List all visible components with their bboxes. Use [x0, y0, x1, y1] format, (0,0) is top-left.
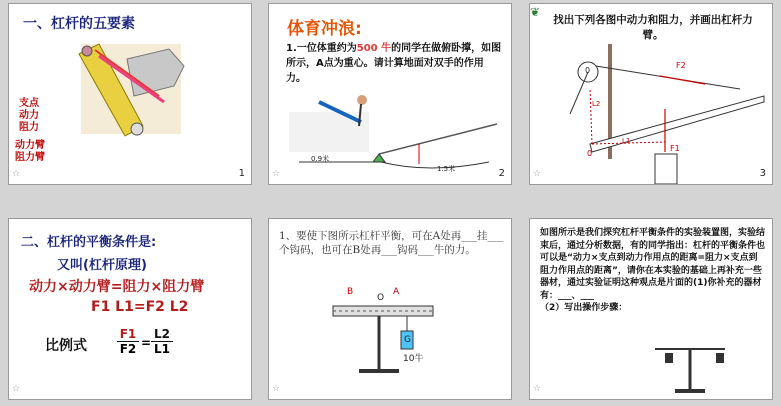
transition-star-icon: ☆ [533, 169, 542, 179]
balance-formula-symbols: F1 L1=F2 L2 [91, 299, 189, 315]
ratio-label: 比例式 [45, 338, 87, 354]
slide-thumbnail-6[interactable] [529, 218, 773, 400]
fraction-right: L2 L1 [151, 327, 173, 356]
transition-star-icon: ☆ [533, 384, 542, 394]
label-fulcrum: 支点 [19, 98, 39, 109]
figure-label: 0.9米 [311, 155, 330, 163]
force-label: F2 [676, 61, 686, 70]
weight-value: 10牛 [403, 354, 424, 364]
transition-star-icon: ☆ [272, 384, 281, 394]
problem-text: 1.一位体重约为500 牛的同学在做俯卧撑，如图所示，A点为重心。请计算地面对双手的作用力。 [286, 43, 502, 84]
mark-o: O [377, 293, 385, 303]
lever-force-diagram [530, 4, 773, 185]
transition-star-icon: ☆ [12, 384, 21, 394]
slide-title: 体育冲浪: [287, 19, 362, 39]
arm-label: L2 [592, 100, 601, 108]
lever-experiment-diagram [530, 219, 773, 400]
slide-thumbnail-1[interactable] [8, 3, 252, 185]
weight-label: G [404, 335, 411, 345]
slide-title: 找出下列各图中动力和阻力，并画出杠杆力臂。 [553, 14, 753, 41]
force-label: F1 [670, 144, 680, 153]
balance-formula-words: 动力×动力臂=阻力×阻力臂 [29, 279, 205, 295]
mark-a: A [393, 287, 400, 297]
slide-title: 一、杠杆的五要素 [23, 16, 135, 32]
problem-text: 1、要使下图所示杠杆平衡，可在A处再___挂___个钩码，也可在B处再___钩码___牛的力。 [279, 230, 504, 256]
slide-number: 2 [498, 168, 505, 179]
slide-thumbnail-5[interactable] [268, 218, 512, 400]
svg-text:❦: ❦ [530, 5, 541, 19]
fraction-left: F1 F2 [117, 327, 139, 356]
transition-star-icon: ☆ [272, 169, 281, 179]
equals-sign: = [141, 336, 152, 350]
label-load: 阻力 [19, 122, 39, 133]
label-effort: 动力 [19, 110, 39, 121]
arm-label: L1 [622, 137, 631, 145]
pushup-diagram [269, 4, 512, 185]
problem-text: 如图所示是我们探究杠杆平衡条件的实验装置图，实验结束后，通过分析数据，有的同学指出：杠杆的平衡条件也可以是“动力×支点到动力作用点的距离=阻力×支点到阻力作用点的距离”，请你在本实验的基础上再补充一些器材，通过实验证明这种观点是片面的(1)你补充的器材有：___、___ （2）写出操作步骤： [540, 228, 766, 313]
mark-b: B [347, 287, 354, 297]
slide-thumbnail-4[interactable] [8, 218, 252, 400]
slide-number: 1 [238, 168, 245, 179]
label-effort-arm: 动力臂 [15, 140, 45, 151]
slide-number: 3 [759, 168, 766, 179]
slide-subtitle: 又叫(杠杆原理) [57, 258, 147, 273]
transition-star-icon: ☆ [12, 169, 21, 179]
slide-thumbnail-2[interactable] [268, 3, 512, 185]
arm-lever-illustration [9, 4, 252, 185]
pulley-pivot-label: 0 [585, 66, 591, 75]
fulcrum-label: 0 [587, 149, 593, 158]
slide-title: 二、杠杆的平衡条件是: [21, 235, 157, 250]
figure-label: 1.5米 [437, 165, 456, 173]
label-load-arm: 阻力臂 [15, 152, 45, 163]
slide-thumbnail-3[interactable] [529, 3, 773, 185]
balance-lever-diagram [269, 219, 512, 400]
